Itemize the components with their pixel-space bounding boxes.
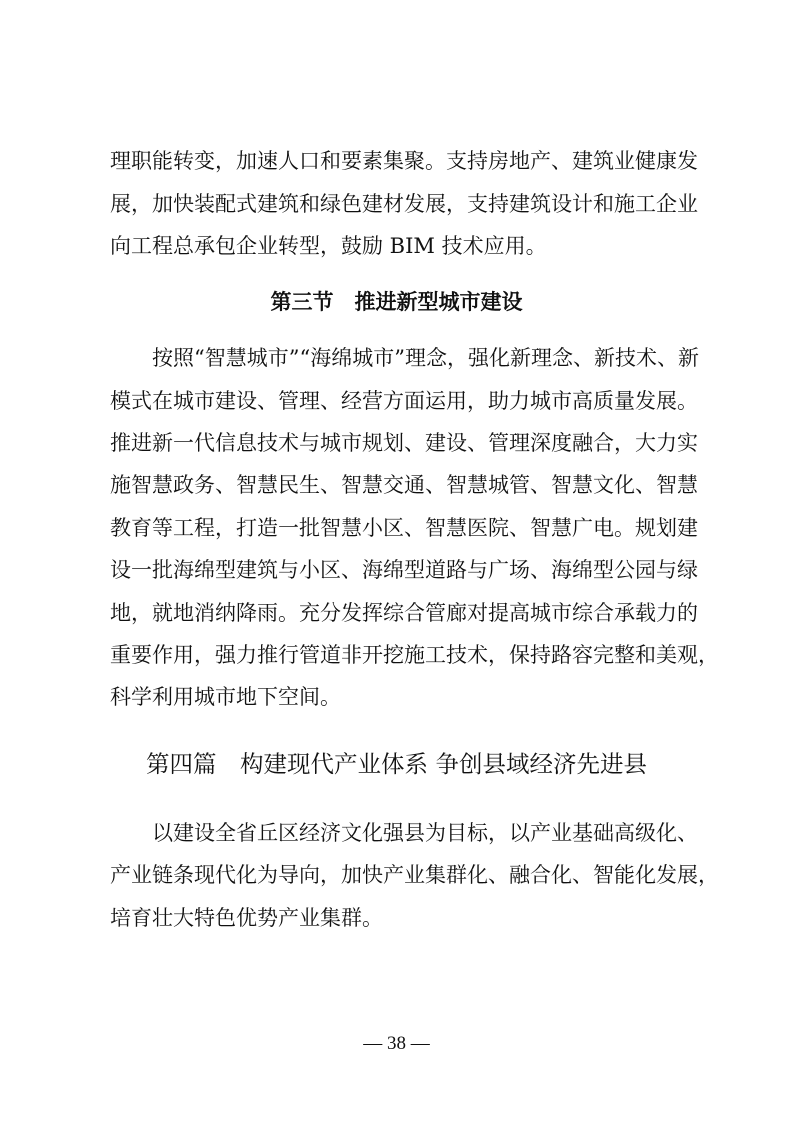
paragraph-line: 科学利用城市地下空间。 — [110, 685, 341, 709]
paragraph-line: 按照“智慧城市”“海绵城市”理念，强化新理念、新技术、新 — [152, 346, 699, 370]
chapter-heading: 第四篇 构建现代产业体系 争创县域经济先进县 — [146, 750, 647, 778]
section-heading: 第三节 推进新型城市建设 — [270, 290, 523, 314]
paragraph-line: 理职能转变，加速人口和要素集聚。支持房地产、建筑业健康发 — [110, 149, 698, 173]
paragraph-line: 地，就地消纳降雨。充分发挥综合管廊对提高城市综合承载力的 — [110, 601, 698, 625]
paragraph-line: 模式在城市建设、管理、经营方面运用，助力城市高质量发展。 — [110, 389, 698, 413]
paragraph-line: 推进新一代信息技术与城市规划、建设、管理深度融合，大力实 — [110, 431, 698, 455]
paragraph-line: 施智慧政务、智慧民生、智慧交通、智慧城管、智慧文化、智慧 — [110, 473, 698, 497]
page-number: — 38 — — [363, 1033, 430, 1054]
paragraph-line: 以建设全省丘区经济文化强县为目标，以产业基础高级化、 — [152, 821, 698, 845]
paragraph-line: 教育等工程，打造一批智慧小区、智慧医院、智慧广电。规划建 — [110, 516, 698, 540]
paragraph-line: 产业链条现代化为导向，加快产业集群化、融合化、智能化发展， — [110, 863, 719, 887]
paragraph-line: 重要作用，强力推行管道非开挖施工技术，保持路容完整和美观， — [110, 643, 719, 667]
paragraph-line: 向工程总承包企业转型，鼓励 BIM 技术应用。 — [110, 234, 547, 258]
paragraph-line: 设一批海绵型建筑与小区、海绵型道路与广场、海绵型公园与绿 — [110, 558, 698, 582]
paragraph-line: 展，加快装配式建筑和绿色建材发展，支持建筑设计和施工企业 — [110, 192, 698, 216]
paragraph-line: 培育壮大特色优势产业集群。 — [110, 906, 383, 930]
